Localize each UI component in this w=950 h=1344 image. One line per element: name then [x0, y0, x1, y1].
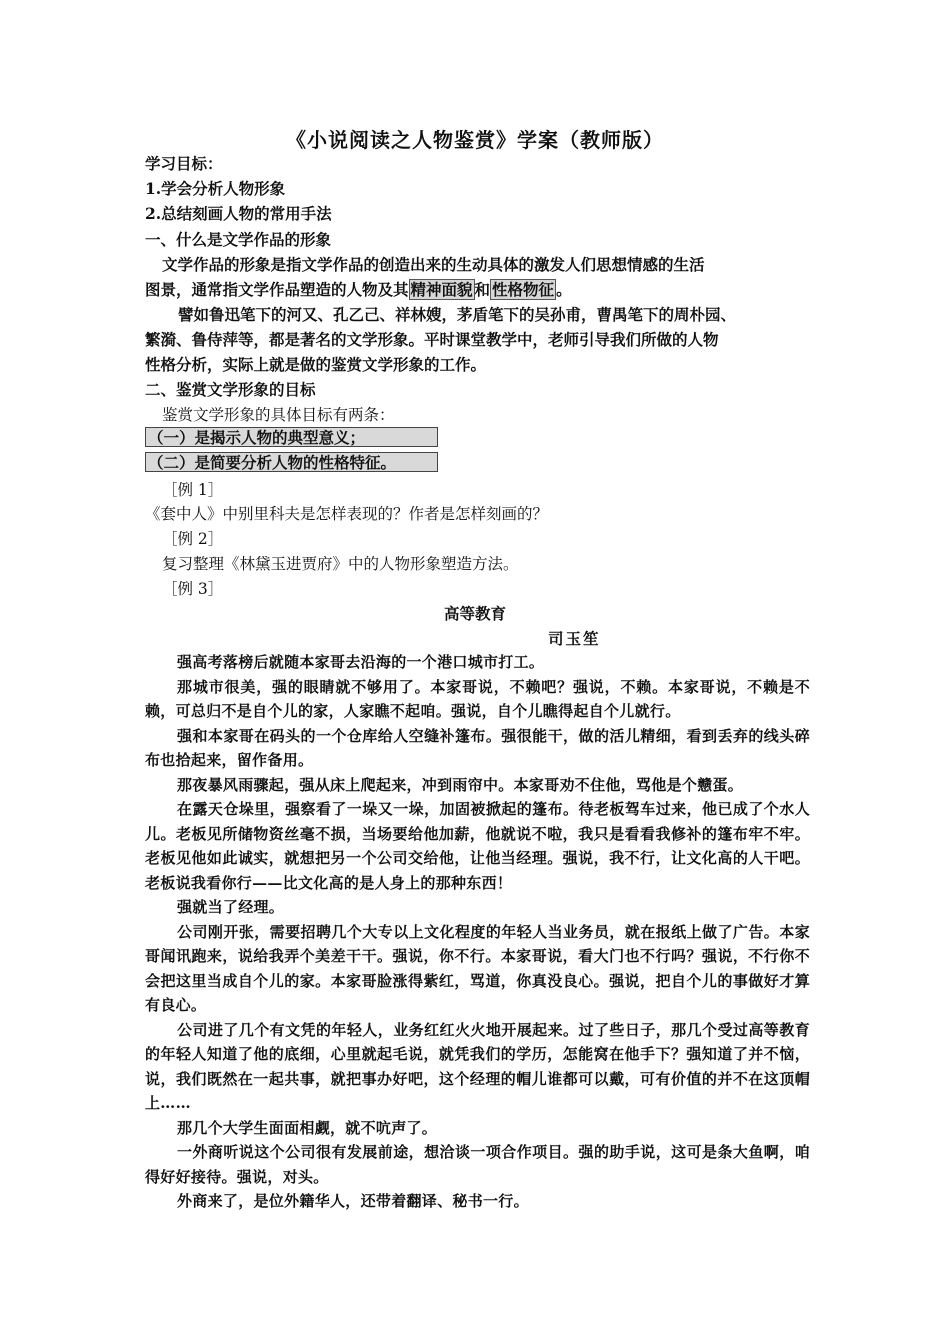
highlighted-term: 精神面貌 — [410, 280, 473, 299]
paragraph-line: 文学作品的形象是指文学作品的创造出来的生动具体的激发人们思想情感的生活 — [162, 255, 705, 274]
paragraph-line: 鉴赏文学形象的具体目标有两条： — [162, 406, 395, 424]
story-title: 高等教育 — [443, 604, 506, 623]
paragraph-line: 性格分析，实际上就是做的鉴赏文学形象的工作。 — [145, 355, 487, 374]
objectives-heading: 学习目标： — [145, 154, 223, 173]
story-paragraph: 强和本家哥在码头的一个仓库给人空缝补篷布。强很能干，做的活儿精细，看到丢弃的线头碎布也拾起来，留作备用。 — [145, 726, 810, 769]
section-heading: 二、鉴赏文学形象的目标 — [145, 380, 316, 399]
example-text: 《套中人》中别里科夫是怎样表现的？作者是怎样刻画的？ — [145, 505, 549, 523]
example-label: ［例 2］ — [162, 530, 224, 548]
highlighted-term: 性格物征 — [492, 280, 555, 299]
story-paragraph: 强就当了经理。 — [177, 898, 285, 916]
story-paragraph: 那城市很美，强的眼睛就不够用了。本家哥说，不赖吧？强说，不赖。本家哥说，不赖是不赖，可总归不是自个儿的家，人家瞧不起咱。强说，自个儿瞧得起自个儿就行。 — [145, 677, 810, 720]
story-paragraph: 公司进了几个有文凭的年轻人，业务红红火火地开展起来。过了些日子，那几个受过高等教育的年轻人知道了他的底细，心里就起毛说，就凭我们的学历，怎能窝在他手下？强知道了并不恼，说，我们既然在一起共事，就把事办好吧，这个经理的帽儿谁都可以戴，可有价值的并不在这顶帽上…… — [145, 1020, 810, 1112]
goal-box: （一）是揭示人物的典型意义； — [145, 427, 438, 447]
objective-item: 1.学会分析人物形象 — [145, 179, 286, 198]
story-paragraph: 公司刚开张，需要招聘几个大专以上文化程度的年轻人当业务员，就在报纸上做了广告。本家哥闻讯跑来，说给我弄个美差干干。强说，你不行。本家哥说，看大门也不行吗？强说，不行你不会把这里当成自个儿的家。本家哥脸涨得紫红，骂道，你真没良心。强说，把自个儿的事做好才算有良心。 — [145, 922, 810, 1014]
document-title: 《小说阅读之人物鉴赏》学案（教师版） — [286, 128, 664, 152]
paragraph-line: 譬如鲁迅笔下的河又、孔乙己、祥林嫂，茅盾笔下的吴孙甫，曹禺笔下的周朴园、 — [178, 305, 737, 324]
example-text: 复习整理《林黛玉进贾府》中的人物形象塑造方法。 — [162, 555, 519, 573]
paragraph-line: 繁漪、鲁侍萍等，都是著名的文学形象。平时课堂教学中，老师引导我们所做的人物 — [145, 330, 719, 349]
paragraph-line — [145, 278, 572, 300]
example-label: ［例 3］ — [162, 580, 224, 598]
section-heading: 一、什么是文学作品的形象 — [145, 230, 332, 249]
example-label: ［例 1］ — [162, 481, 224, 499]
text-run: 图景，通常指文学作品塑造的人物及其 — [145, 280, 409, 299]
objective-item: 2.总结刻画人物的常用手法 — [145, 204, 332, 223]
story-paragraph: 强高考落榜后就随本家哥去沿海的一个港口城市打工。 — [177, 653, 545, 671]
text-run: 和 — [474, 280, 491, 299]
story-paragraph: 外商来了，是位外籍华人，还带着翻译、秘书一行。 — [177, 1192, 529, 1210]
story-author: 司玉笙 — [548, 629, 601, 648]
story-body — [145, 650, 810, 1214]
story-paragraph: 一外商听说这个公司很有发展前途，想洽谈一项合作项目。强的助手说，这可是条大鱼啊，咱得好好接待。强说，对头。 — [145, 1143, 810, 1186]
story-paragraph: 在露天仓垛里，强察看了一垛又一垛，加固被掀起的篷布。待老板驾车过来，他已成了个水人儿。老板见所储物资丝毫不损，当场要给他加薪，他就说不啦，我只是看看我修补的篷布牢不牢。老板见他如此诚实，就想把另一个公司交给他，让他当经理。强说，我不行，让文化高的人干吧。老板说我看你行——比文化高的是人身上的那种东西！ — [145, 800, 810, 892]
goal-box: （二）是简要分析人物的性格特征。 — [145, 452, 438, 472]
story-paragraph: 那几个大学生面面相觑，就不吭声了。 — [177, 1118, 438, 1137]
story-paragraph: 那夜暴风雨骤起，强从床上爬起来，冲到雨帘中。本家哥劝不住他，骂他是个戆蛋。 — [177, 775, 744, 794]
text-run: 。 — [556, 280, 572, 299]
